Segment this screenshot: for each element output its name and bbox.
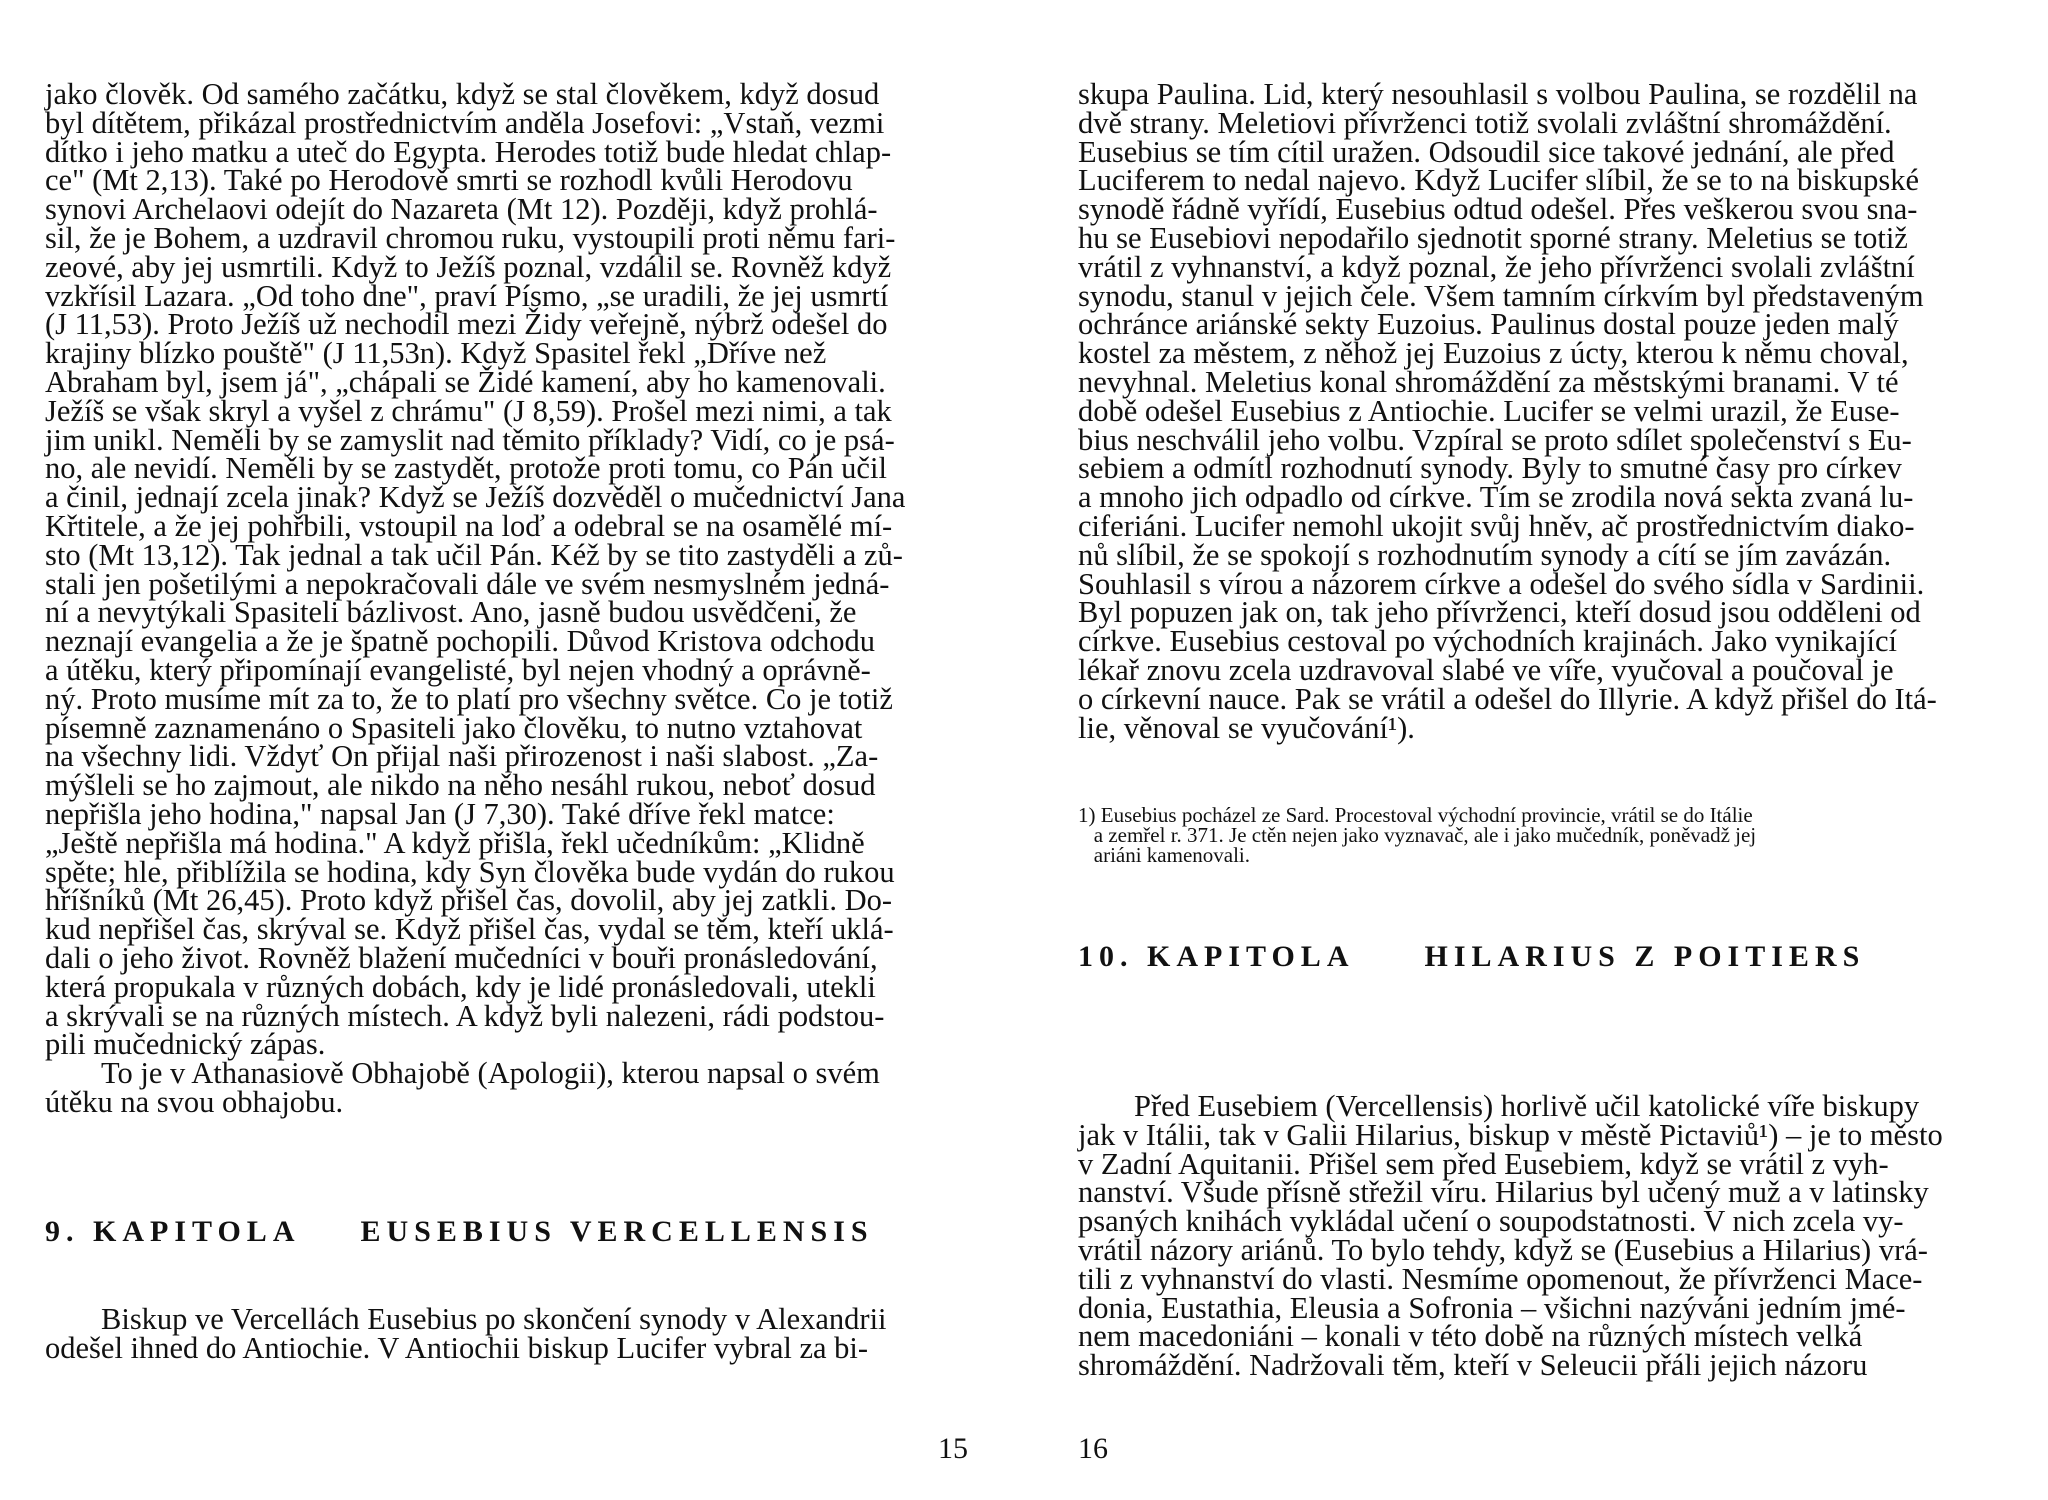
text-line: Eusebius se tím cítil uražen. Odsoudil sice takové jednání, ale před: [1078, 134, 1895, 169]
footnote-line: 1) Eusebius pocházel ze Sard. Procestoval východní provincie, vrátil se do Itálie: [1078, 803, 1753, 827]
text-line: Ježíš se však skryl a vyšel z chrámu" (J 8,59). Prošel mezi nimi, a tak: [45, 393, 892, 428]
page-number-left: 15: [938, 1432, 968, 1465]
text-line: synovi Archelaovi odejít do Nazareta (Mt 12). Později, když prohlá-: [45, 192, 878, 227]
chapter-9-heading: [45, 1215, 874, 1249]
text-line: lie, věnoval se vyučování¹).: [1078, 710, 1415, 745]
text-line: ciferiáni. Lucifer nemohl ukojit svůj hněv, ač prostřednictvím diako-: [1078, 508, 1915, 543]
text-line: jim unikl. Neměli by se zamyslit nad těmito příklady? Vidí, co je psá-: [45, 422, 895, 457]
chapter-9-text: [45, 1302, 975, 1365]
text-line: odešel ihned do Antiochie. V Antiochii biskup Lucifer vybral za bi-: [45, 1330, 869, 1365]
text-line: jako člověk. Od samého začátku, když se stal člověkem, když dosud: [45, 77, 880, 111]
chapter-10-title: HILARIUS Z POITIERS: [1424, 940, 1866, 973]
text-line: skupa Paulina. Lid, který nesouhlasil s volbou Paulina, se rozdělil na: [1078, 77, 1918, 111]
text-line: Byl popuzen jak on, tak jeho přívrženci, kteří dosud jsou odděleni od: [1078, 595, 1921, 630]
text-line: ný. Proto musíme mít za to, že to platí pro všechny světce. Co je totiž: [45, 681, 893, 716]
chapter-10-number: 10. KAPITOLA: [1078, 940, 1355, 973]
text-line: o církevní nauce. Pak se vrátil a odešel do Illyrie. A když přišel do Itá-: [1078, 681, 1937, 716]
text-line: psaných knihách vykládal učení o soupodstatnosti. V nich zcela vy-: [1078, 1204, 1904, 1239]
footnote: [1078, 805, 1998, 865]
text-line: nepřišla jeho hodina," napsal Jan (J 7,30). Také dříve řekl matce:: [45, 796, 835, 831]
text-line: hříšníků (Mt 26,45). Proto když přišel čas, dovolil, aby jej zatkli. Do-: [45, 883, 893, 918]
text-line: shromáždění. Nadržovali těm, kteří v Seleucii přáli jejich názoru: [1078, 1348, 1868, 1383]
footnote-line: a zemřel r. 371. Je ctěn nejen jako vyznavač, ale i jako mučedník, poněvadž jej: [1078, 823, 1757, 847]
page-number-right: 16: [1078, 1432, 1108, 1465]
text-line: neznají evangelia a že je špatně pochopili. Důvod Kristova odchodu: [45, 624, 876, 659]
left-body-text: [45, 77, 975, 1062]
text-line: no, ale nevidí. Neměli by se zastydět, protože proti tomu, co Pán učil: [45, 451, 887, 486]
right-body-text: [1078, 77, 1998, 745]
text-line: synodě řádně vyřídí, Eusebius odtud odešel. Přes veškerou svou sna-: [1078, 192, 1918, 227]
text-line: dvě strany. Meletiovi přívrženci totiž svolali zvláštní shromáždění.: [1078, 105, 1892, 140]
text-line: v Zadní Aquitanii. Přišel sem před Eusebiem, když se vrátil z vyh-: [1078, 1146, 1889, 1181]
text-line: kostel za městem, z něhož jej Euzoius z úcty, kterou k němu choval,: [1078, 336, 1909, 371]
text-line: hu se Eusebiovi nepodařilo sjednotit sporné strany. Meletius se totiž: [1078, 220, 1908, 255]
text-line: byl dítětem, přikázal prostřednictvím anděla Josefovi: „Vstaň, vezmi: [45, 105, 885, 140]
text-line: tili z vyhnanství do vlasti. Nesmíme opomenout, že přívrženci Mace-: [1078, 1261, 1923, 1296]
footnote-line: ariáni kamenovali.: [1078, 843, 1251, 867]
text-line: Luciferem to nedal najevo. Když Lucifer slíbil, že se to na biskupské: [1078, 163, 1920, 198]
text-line: a činil, jednají zcela jinak? Když se Ježíš dozvěděl o mučednictví Jana: [45, 480, 906, 515]
text-line: dali o jeho život. Rovněž blažení mučedníci v bouři pronásledování,: [45, 940, 878, 975]
text-line: sil, že je Bohem, a uzdravil chromou ruku, vystoupili proti němu fari-: [45, 220, 896, 255]
text-line: vrátil z vyhnanství, a když poznal, že jeho přívrženci svolali zvláštní: [1078, 249, 1915, 284]
text-line: nanství. Všude přísně střežil víru. Hilarius byl učený muž a v latinsky: [1078, 1175, 1929, 1210]
chapter-10-text: [1078, 1089, 1998, 1383]
text-line: vrátil názory ariánů. To bylo tehdy, když se (Eusebius a Hilarius) vrá-: [1078, 1232, 1928, 1267]
text-line: nevyhnal. Meletius konal shromáždění za městskými branami. V té: [1078, 364, 1899, 399]
text-line: mýšleli se ho zajmout, ale nikdo na něho nesáhl rukou, neboť dosud: [45, 768, 876, 803]
text-line: době odešel Eusebius z Antiochie. Lucifer se velmi urazil, že Euse-: [1078, 393, 1900, 428]
left-page: [45, 77, 975, 1119]
text-line: pili mučednický zápas.: [45, 1027, 326, 1062]
text-line: nem macedoniáni – konali v této době na různých místech velká: [1078, 1319, 1863, 1354]
text-line: Biskup ve Vercellách Eusebius po skončení synody v Alexandrii: [101, 1302, 887, 1336]
text-line: ochránce ariánské sekty Euzoius. Paulinus dostal pouze jeden malý: [1078, 307, 1899, 342]
text-line: jak v Itálii, tak v Galii Hilarius, biskup v městě Pictaviů¹) – je to město: [1078, 1117, 1943, 1152]
text-line: „Ještě nepřišla má hodina." A když přišla, řekl učedníkům: „Klidně: [45, 825, 865, 860]
text-line: a mnoho jich odpadlo od církve. Tím se zrodila nová sekta zvaná lu-: [1078, 480, 1914, 515]
text-line: Křtitele, a že jej pohřbili, vstoupil na loď a odebral se na osamělé mí-: [45, 508, 893, 543]
text-line: církve. Eusebius cestoval po východních krajinách. Jako vynikající: [1078, 624, 1898, 659]
text-line: ce" (Mt 2,13). Také po Herodově smrti se rozhodl kvůli Herodovu: [45, 163, 853, 198]
text-line: lékař znovu zcela uzdravoval slabé ve víře, vyučoval a poučoval je: [1078, 652, 1894, 687]
chapter-9-number: 9. KAPITOLA: [45, 1215, 301, 1248]
text-line: a útěku, který připomínají evangelisté, byl nejen vhodný a oprávně-: [45, 652, 871, 687]
text-line: stali jen pošetilými a nepokračovali dále ve svém nesmyslném jedná-: [45, 566, 890, 601]
text-line: donia, Eustathia, Eleusia a Sofronia – všichni nazýváni jedním jmé-: [1078, 1290, 1906, 1325]
chapter-9-title: EUSEBIUS VERCELLENSIS: [360, 1215, 874, 1248]
text-line: sebiem a odmítl rozhodnutí synody. Byly to smutné časy pro církev: [1078, 451, 1902, 486]
text-line: ní a nevytýkali Spasiteli bázlivost. Ano, jasně budou usvědčeni, že: [45, 595, 857, 630]
text-line: písemně zaznamenáno o Spasiteli jako člověku, to nutno vztahovat: [45, 710, 863, 745]
text-line: a skrývali se na různých místech. A když byli nalezeni, rádi podstou-: [45, 998, 885, 1033]
text-line: útěku na svou obhajobu.: [45, 1084, 344, 1119]
text-line: To je v Athanasiově Obhajobě (Apologii), kterou napsal o svém: [101, 1056, 880, 1091]
text-line: vzkřísil Lazara. „Od toho dne", praví Písmo, „se uradili, že jej usmrtí: [45, 278, 889, 313]
text-line: krajiny blízko pouště" (J 11,53n). Když Spasitel řekl „Dříve než: [45, 336, 827, 371]
text-line: synodu, stanul v jejich čele. Všem tamním církvím byl představeným: [1078, 278, 1924, 313]
left-closing-paragraph: [45, 1056, 975, 1119]
chapter-10-heading: [1078, 940, 1865, 974]
text-line: Abraham byl, jsem já", „chápali se Židé kamení, aby ho kamenovali.: [45, 364, 886, 399]
text-line: dítko i jeho matku a uteč do Egypta. Herodes totiž bude hledat chlap-: [45, 134, 892, 169]
text-line: na všechny lidi. Vždyť On přijal naši přirozenost i naši slabost. „Za-: [45, 739, 879, 774]
text-line: Před Eusebiem (Vercellensis) horlivě učil katolické víře biskupy: [1134, 1089, 1920, 1123]
text-line: kud nepřišel čas, skrýval se. Když přišel čas, vydal se těm, kteří uklá-: [45, 912, 894, 947]
text-line: nů slíbil, že se spokojí s rozhodnutím synody a cítí se jím zavázán.: [1078, 537, 1892, 572]
text-line: bius neschválil jeho volbu. Vzpíral se proto sdílet společenství s Eu-: [1078, 422, 1912, 457]
text-line: zeové, aby jej usmrtili. Když to Ježíš poznal, vzdálil se. Rovněž když: [45, 249, 892, 284]
text-line: Souhlasil s vírou a názorem církve a odešel do svého sídla v Sardinii.: [1078, 566, 1925, 601]
text-line: spěte; hle, přiblížila se hodina, kdy Syn člověka bude vydán do rukou: [45, 854, 895, 889]
text-line: která propukala v různých dobách, kdy je lidé pronásledovali, utekli: [45, 969, 876, 1004]
text-line: sto (Mt 13,12). Tak jednal a tak učil Pán. Kéž by se tito zastyděli a zů-: [45, 537, 903, 572]
text-line: (J 11,53). Proto Ježíš už nechodil mezi Židy veřejně, nýbrž odešel do: [45, 307, 888, 342]
right-page: [1078, 77, 1998, 745]
